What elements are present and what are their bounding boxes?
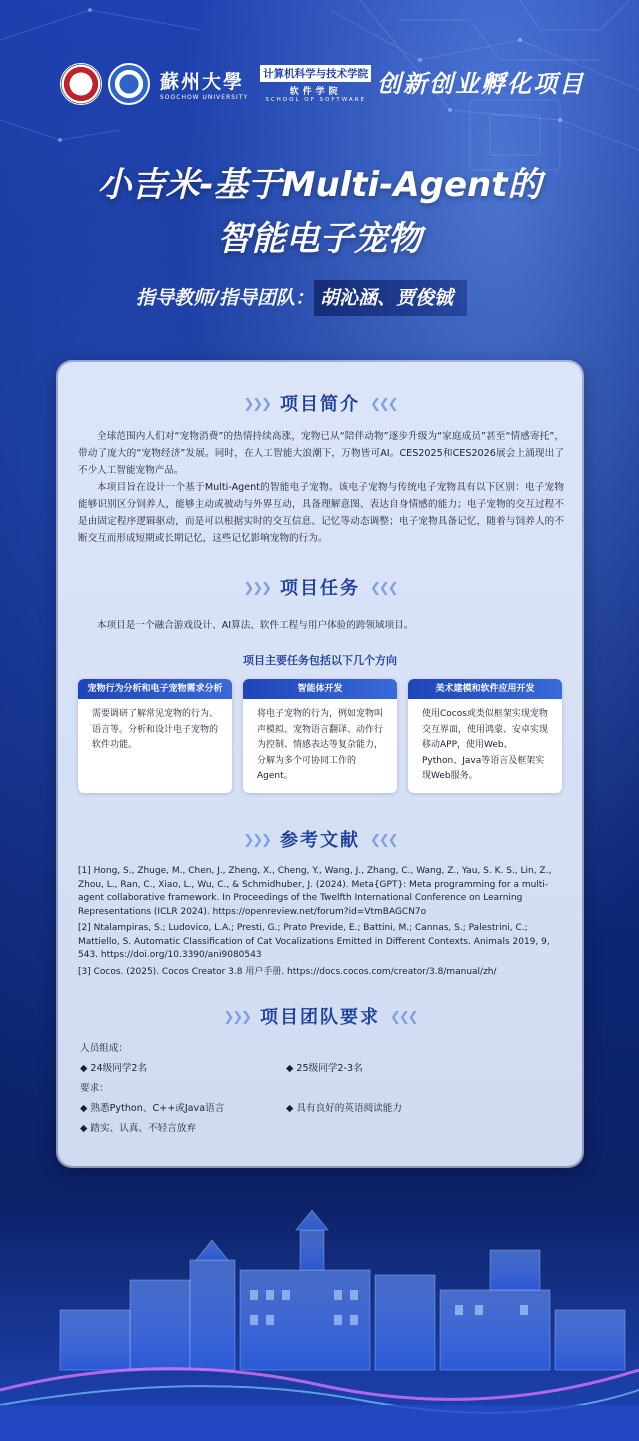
school-sub-cn: 软件学院 xyxy=(289,87,342,97)
advisor-label: 指导教师/指导团队： xyxy=(136,287,314,309)
reference-list xyxy=(78,865,566,982)
chevrons-right-icon: ❮❮❮ xyxy=(370,581,397,596)
direction-body: 将电子宠物的行为，例如宠物叫声模拟、宠物语言翻译、动作行为控制、情感表达等复杂能力，分解为多个可协同工作的Agent。 xyxy=(257,709,384,781)
advisor-names: 胡沁涵、贾俊铖 xyxy=(314,280,467,316)
chevrons-left-icon: ❯❯❯ xyxy=(243,833,270,848)
reference-item: [2] Ntalampiras, S.; Ludovico, L.A.; Presti, G.; Prato Previde, E.; Battini, M.; Cannas, S.; Palestrini, C.; Mattiello, S. Automatic Classification of Cat Vocalizations Emitted in Different Contexts. Animals 2019, 9, 543. https://doi.org/10.3390/ani9080543 xyxy=(78,923,550,960)
direction-card xyxy=(408,679,562,793)
school-name-en: SCHOOL OF SOFTWARE xyxy=(265,97,366,103)
content-card xyxy=(58,362,582,1166)
reference-item: [3] Cocos. (2025). Cocos Creator 3.8 用户手册. https://docs.cocos.com/creator/3.8/manual/zh/ xyxy=(78,966,497,977)
section-heading-tasks: ❯❯❯ 项目任务 ❮❮❮ xyxy=(243,578,397,599)
university-name xyxy=(160,67,248,101)
school-name-cn: 计算机科学与技术学院 xyxy=(260,65,371,82)
member-item: ◆ 24级同学2名 xyxy=(80,1063,148,1074)
chevrons-left-icon: ❯❯❯ xyxy=(243,397,270,412)
chevrons-right-icon: ❮❮❮ xyxy=(370,833,397,848)
section-heading-refs: ❯❯❯ 参考文献 ❮❮❮ xyxy=(243,830,397,851)
requirement-item: ◆ 具有良好的英语阅读能力 xyxy=(286,1103,402,1114)
tasks-paragraph: 本项目是一个融合游戏设计、AI算法、软件工程与用户体验的跨领域项目。 xyxy=(97,620,414,631)
direction-body: 需要调研了解常见宠物的行为、语言等。分析和设计电子宠物的软件功能。 xyxy=(92,709,219,750)
advisor-bar xyxy=(136,280,467,316)
direction-card xyxy=(78,679,232,793)
logo-row xyxy=(60,62,371,106)
chevrons-right-icon: ❮❮❮ xyxy=(390,1010,417,1025)
chevrons-left-icon: ❯❯❯ xyxy=(223,1010,250,1025)
direction-title: 美术建模和软件应用开发 xyxy=(408,679,562,699)
requirement-item: ◆ 熟悉Python、C++或Java语言 xyxy=(80,1103,225,1114)
chevrons-right-icon: ❮❮❮ xyxy=(370,397,397,412)
campus-skyline-illustration xyxy=(0,1200,639,1441)
school-name xyxy=(260,65,371,103)
direction-title: 智能体开发 xyxy=(243,679,397,699)
members-label: 人员组成： xyxy=(80,1043,128,1054)
section-heading-team: ❯❯❯ 项目团队要求 ❮❮❮ xyxy=(223,1007,417,1028)
main-title-line2: 智能电子宠物 xyxy=(217,219,422,259)
section-heading-intro: ❯❯❯ 项目简介 ❮❮❮ xyxy=(243,394,397,415)
requirements-label: 要求： xyxy=(80,1083,109,1094)
direction-card xyxy=(243,679,397,793)
direction-body: 使用Cocos或类似框架实现宠物交互界面，使用鸿蒙、安卓实现移动APP，使用Web、Python、Java等语言及框架实现Web服务。 xyxy=(422,709,549,781)
intro-paragraph-1: 全球范围内人们对“宠物消费”的热情持续高涨，宠物已从“陪伴动物”逐步升级为“家庭成员”甚至“情感寄托”，带动了庞大的“宠物经济”发展。同时，在人工智能大浪潮下，万物皆可AI。CES2025和CES2026展会上涌现出了不少人工智能宠物产品。 xyxy=(78,431,564,476)
chevrons-left-icon: ❯❯❯ xyxy=(243,581,270,596)
reference-item: [1] Hong, S., Zhuge, M., Chen, J., Zheng, X., Cheng, Y., Wang, J., Zhang, C., Wang, Z., Yau, S. K. S., Lin, Z., Zhou, L., Ran, C., Xiao, L., Wu, C., & Schmidhuber, J. (2024). Meta{GPT}: Meta programming for a multi-agent collaborative framework. In Proceedings of the Twelfth International Conference on Learning Representations (ICLR 2024). https://openreview.net/forum?id=VtmBAGCN7o xyxy=(78,866,552,917)
school-emblem-logo xyxy=(108,63,150,105)
intro-paragraph-2: 本项目旨在设计一个基于Multi-Agent的智能电子宠物。该电子宠物与传统电子宠物具有以下区别：电子宠物能够识别区分饲养人，能够主动或被动与外界互动，具备理解意图、表达自身情感的能力；电子宠物的交互过程不是由固定程序逻辑驱动，而是可以根据实时的交互信息、记忆等动态调整；电子宠物具备记忆，随着与饲养人的不断交互而形成短期或长期记忆，这些记忆影响宠物的行为。 xyxy=(78,482,564,544)
requirement-item: ◆ 踏实、认真、不轻言放弃 xyxy=(80,1123,196,1134)
direction-title: 宠物行为分析和电子宠物需求分析 xyxy=(78,679,232,699)
brand-title: 创新创业孵化项目 xyxy=(377,69,585,98)
university-name-cn: 蘇州大學 xyxy=(160,71,245,93)
member-item: ◆ 25级同学2-3名 xyxy=(286,1063,363,1074)
main-title-line1: 小吉米-基于Multi-Agent的 xyxy=(97,165,542,205)
university-name-en: SOOCHOW UNIVERSITY xyxy=(160,94,249,101)
university-seal-logo xyxy=(60,63,102,105)
tasks-subheading: 项目主要任务包括以下几个方向 xyxy=(243,654,397,667)
